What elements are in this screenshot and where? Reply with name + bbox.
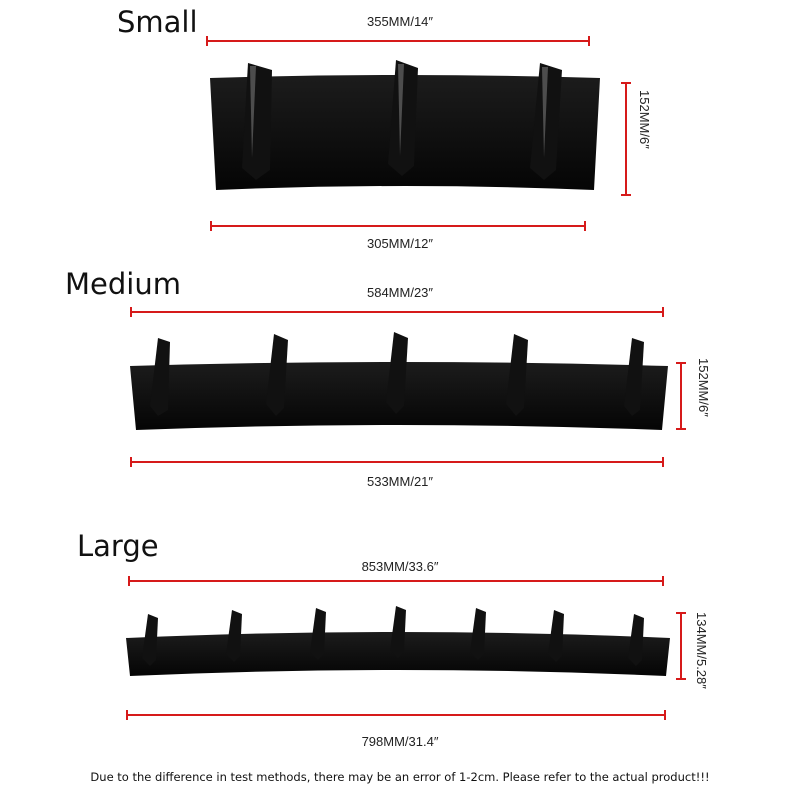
- medium-diffuser-image: [124, 330, 674, 440]
- large-bottom-width-label: 798MM/31.4″: [361, 734, 439, 749]
- medium-top-width-label: 584MM/23″: [366, 285, 434, 300]
- small-diffuser-image: [200, 58, 610, 208]
- medium-bottom-width-label: 533MM/21″: [366, 474, 434, 489]
- small-height-line: [625, 82, 627, 196]
- large-bottom-width-line: [126, 714, 666, 716]
- small-height-label: 152MM/6″: [637, 90, 652, 149]
- small-top-width-label: 355MM/14″: [366, 14, 434, 29]
- small-title: Small: [117, 5, 198, 39]
- large-height-label: 134MM/5.28″: [694, 612, 709, 689]
- small-bottom-width-line: [210, 225, 586, 227]
- medium-bottom-width-line: [130, 461, 664, 463]
- medium-height-line: [680, 362, 682, 430]
- large-height-line: [680, 612, 682, 680]
- large-fin-4: [390, 606, 406, 658]
- medium-title: Medium: [65, 267, 181, 301]
- large-top-width-label: 853MM/33.6″: [361, 559, 439, 574]
- large-diffuser-image: [122, 604, 674, 686]
- medium-height-label: 152MM/6″: [696, 358, 711, 417]
- small-top-width-line: [206, 40, 590, 42]
- small-bottom-width-label: 305MM/12″: [366, 236, 434, 251]
- large-title: Large: [77, 529, 159, 563]
- disclaimer-text: Due to the difference in test methods, there may be an error of 1-2cm. Please refer to the actual product!!!: [90, 770, 710, 784]
- large-top-width-line: [128, 580, 664, 582]
- medium-top-width-line: [130, 311, 664, 313]
